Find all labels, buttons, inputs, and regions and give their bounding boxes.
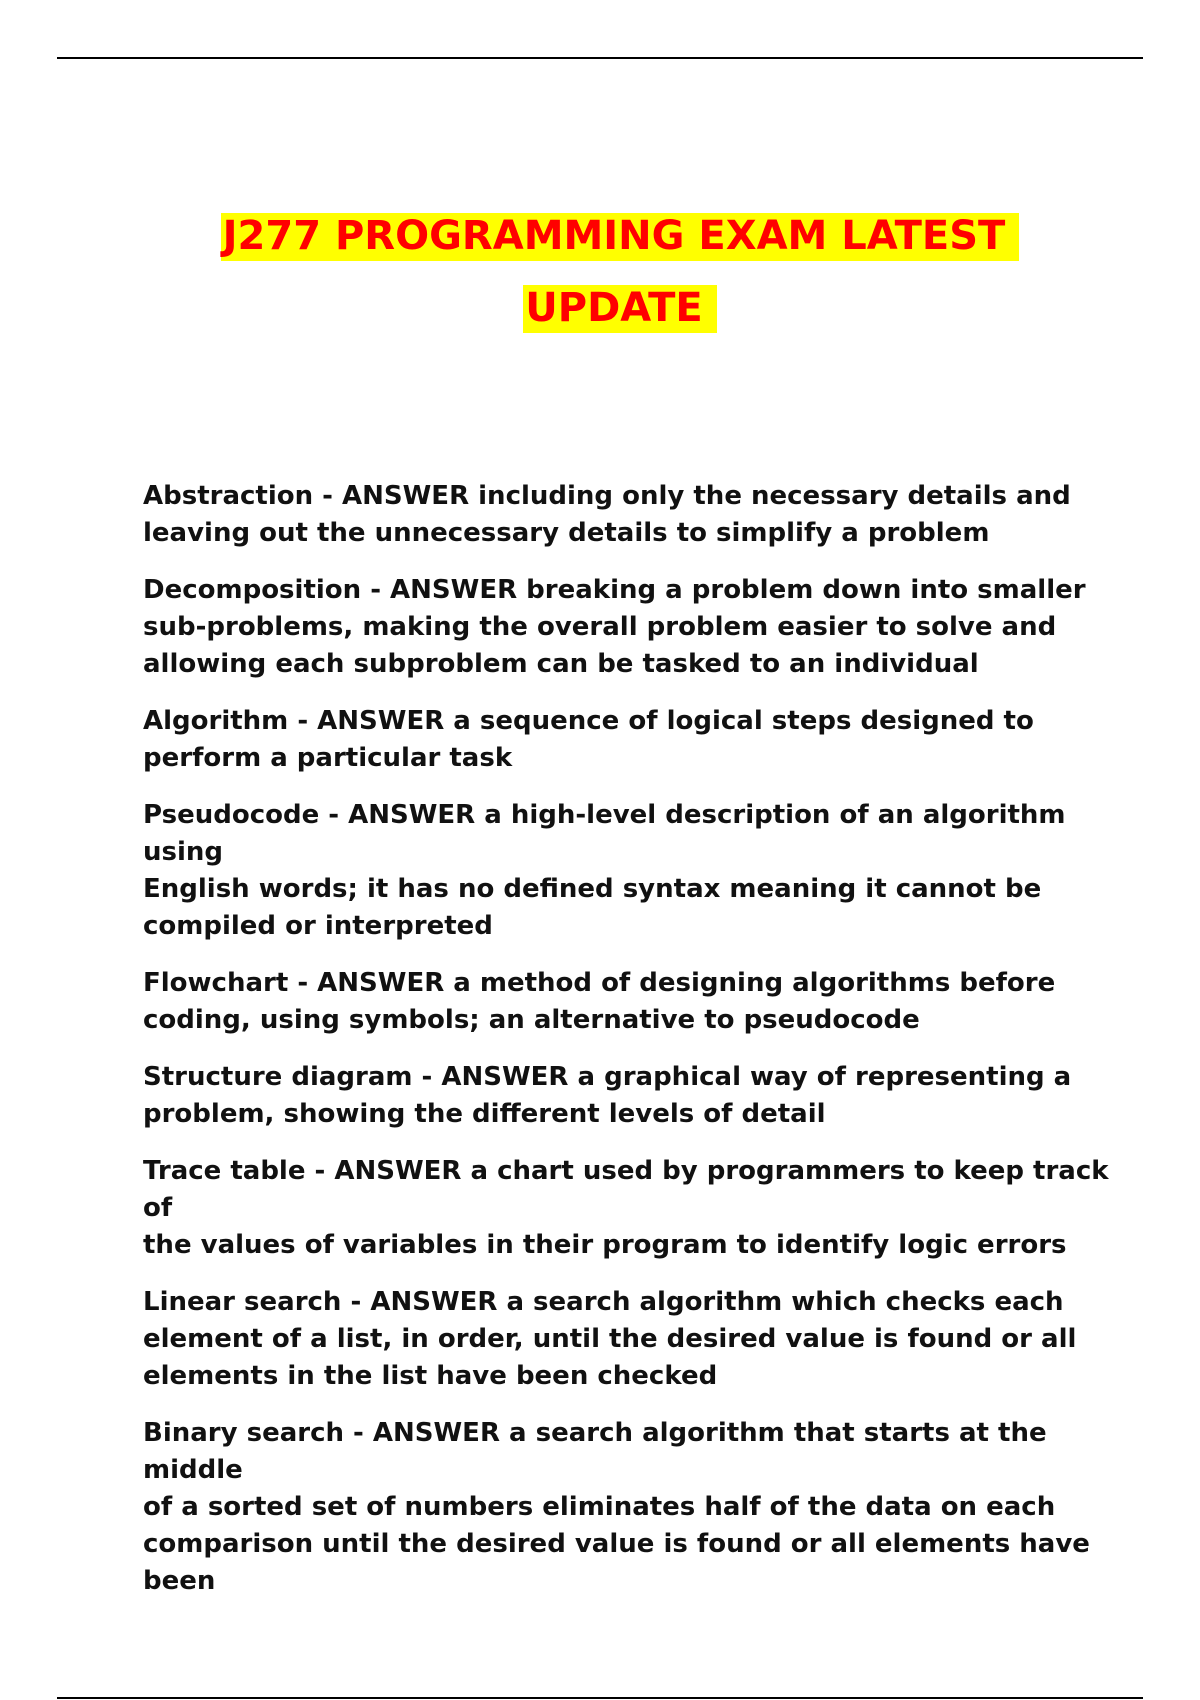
entry-line: Decomposition - ANSWER breaking a problem down into smaller: [143, 575, 1086, 605]
definition-flowchart: [143, 965, 1143, 1039]
definition-pseudocode: [143, 797, 1143, 945]
entry-line: Algorithm - ANSWER a sequence of logical steps designed to: [143, 706, 1034, 736]
definition-decomposition: [143, 572, 1143, 683]
entry-line: Trace table - ANSWER a chart used by programmers to keep track of: [143, 1156, 1109, 1223]
entry-line: leaving out the unnecessary details to simplify a problem: [143, 518, 990, 548]
entry-line: element of a list, in order, until the desired value is found or all: [143, 1324, 1077, 1354]
definition-trace-table: [143, 1153, 1143, 1264]
entry-line: Binary search - ANSWER a search algorithm that starts at the middle: [143, 1418, 1047, 1485]
definition-structure-diagram: [143, 1059, 1143, 1133]
entry-line: Flowchart - ANSWER a method of designing algorithms before: [143, 968, 1056, 998]
bottom-rule: [57, 1697, 1143, 1699]
document-title: [140, 200, 1100, 344]
title-line-1: J277 PROGRAMMING EXAM LATEST: [140, 200, 1100, 272]
definition-list: [143, 478, 1143, 1620]
entry-line: comparison until the desired value is found or all elements have been: [143, 1529, 1090, 1596]
definition-binary-search: [143, 1415, 1143, 1600]
entry-line: of a sorted set of numbers eliminates half of the data on each: [143, 1492, 1056, 1522]
definition-algorithm: [143, 703, 1143, 777]
entry-line: Structure diagram - ANSWER a graphical way of representing a: [143, 1062, 1072, 1092]
entry-line: Pseudocode - ANSWER a high-level description of an algorithm using: [143, 800, 1066, 867]
entry-line: Abstraction - ANSWER including only the necessary details and: [143, 481, 1071, 511]
entry-line: English words; it has no defined syntax meaning it cannot be: [143, 874, 1042, 904]
entry-line: the values of variables in their program to identify logic errors: [143, 1230, 1067, 1260]
definition-linear-search: [143, 1284, 1143, 1395]
entry-line: allowing each subproblem can be tasked to an individual: [143, 649, 979, 679]
entry-line: elements in the list have been checked: [143, 1361, 718, 1391]
title-line-2: UPDATE: [140, 272, 1100, 344]
entry-line: sub-problems, making the overall problem easier to solve and: [143, 612, 1057, 642]
entry-line: problem, showing the different levels of detail: [143, 1099, 826, 1129]
entry-line: Linear search - ANSWER a search algorithm which checks each: [143, 1287, 1064, 1317]
entry-line: compiled or interpreted: [143, 911, 493, 941]
top-rule: [57, 57, 1143, 59]
entry-line: coding, using symbols; an alternative to pseudocode: [143, 1005, 920, 1035]
definition-abstraction: [143, 478, 1143, 552]
entry-line: perform a particular task: [143, 743, 513, 773]
